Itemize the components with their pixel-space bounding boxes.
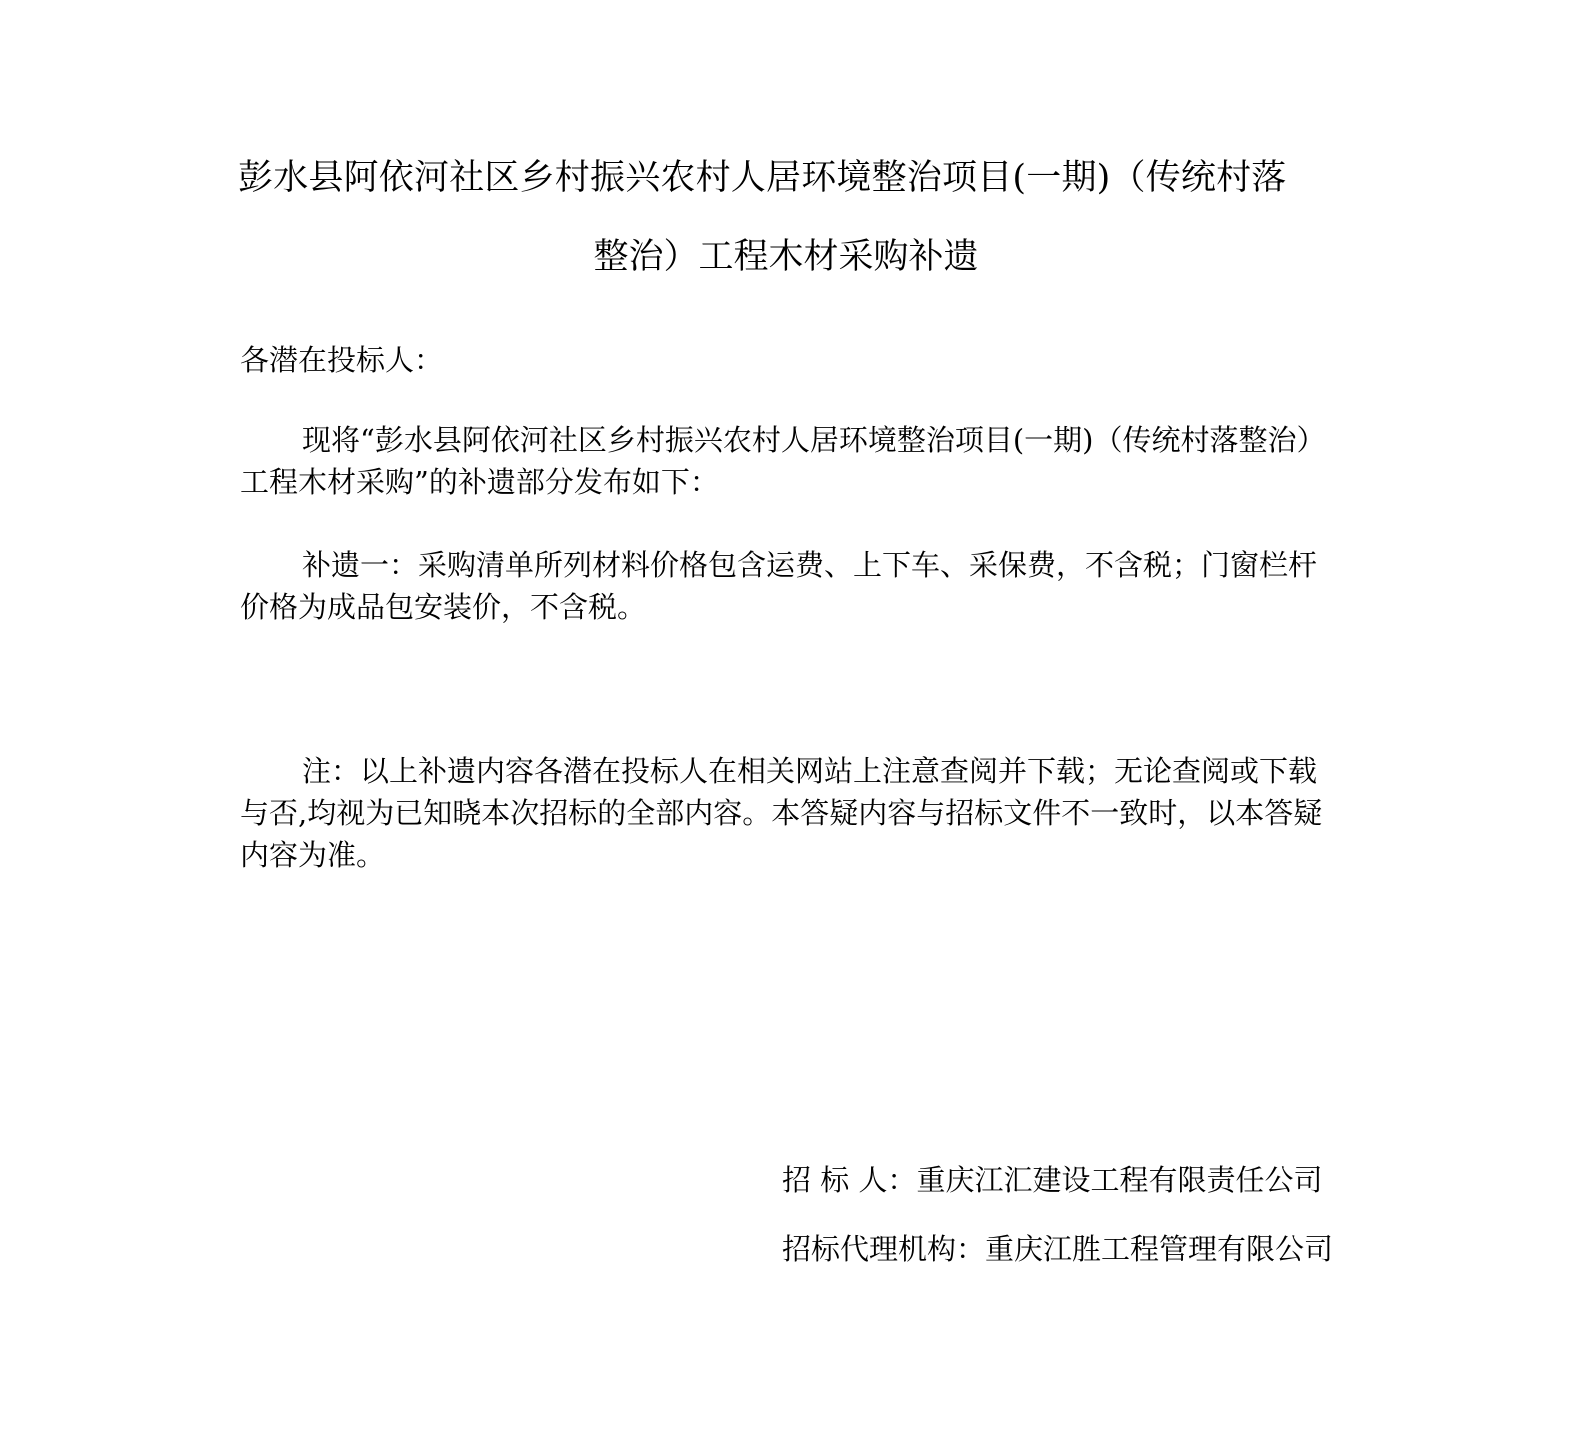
paragraph-intro: 现将“彭水县阿依河社区乡村振兴农村人居环境整治项目(一期)（传统村落整治）工程木材采购”的补遗部分发布如下： <box>240 423 1326 499</box>
agent-name: 重庆江胜工程管理有限公司 <box>985 1232 1334 1266</box>
owner-name: 重庆江汇建设工程有限责任公司 <box>916 1163 1323 1197</box>
signature-owner <box>782 1159 1322 1201</box>
salutation: 各潜在投标人： <box>240 343 444 377</box>
paragraph-note: 注：以上补遗内容各潜在投标人在相关网站上注意查阅并下载；无论查阅或下载与否,均视为已知晓本次招标的全部内容。本答疑内容与招标文件不一致时，以本答疑内容为准。 <box>240 754 1323 872</box>
document-title-line-1: 彭水县阿依河社区乡村振兴农村人居环境整治项目(一期)（传统村落 <box>238 158 1287 198</box>
agent-label: 招标代理机构： <box>782 1232 986 1266</box>
owner-label: 招 标 人： <box>782 1163 917 1197</box>
document-title-line-2: 整治）工程木材采购补遗 <box>593 237 979 277</box>
signature-agent <box>782 1228 1333 1270</box>
paragraph-supplement-one: 补遗一：采购清单所列材料价格包含运费、上下车、采保费，不含税；门窗栏杆价格为成品包安装价，不含税。 <box>240 548 1318 624</box>
